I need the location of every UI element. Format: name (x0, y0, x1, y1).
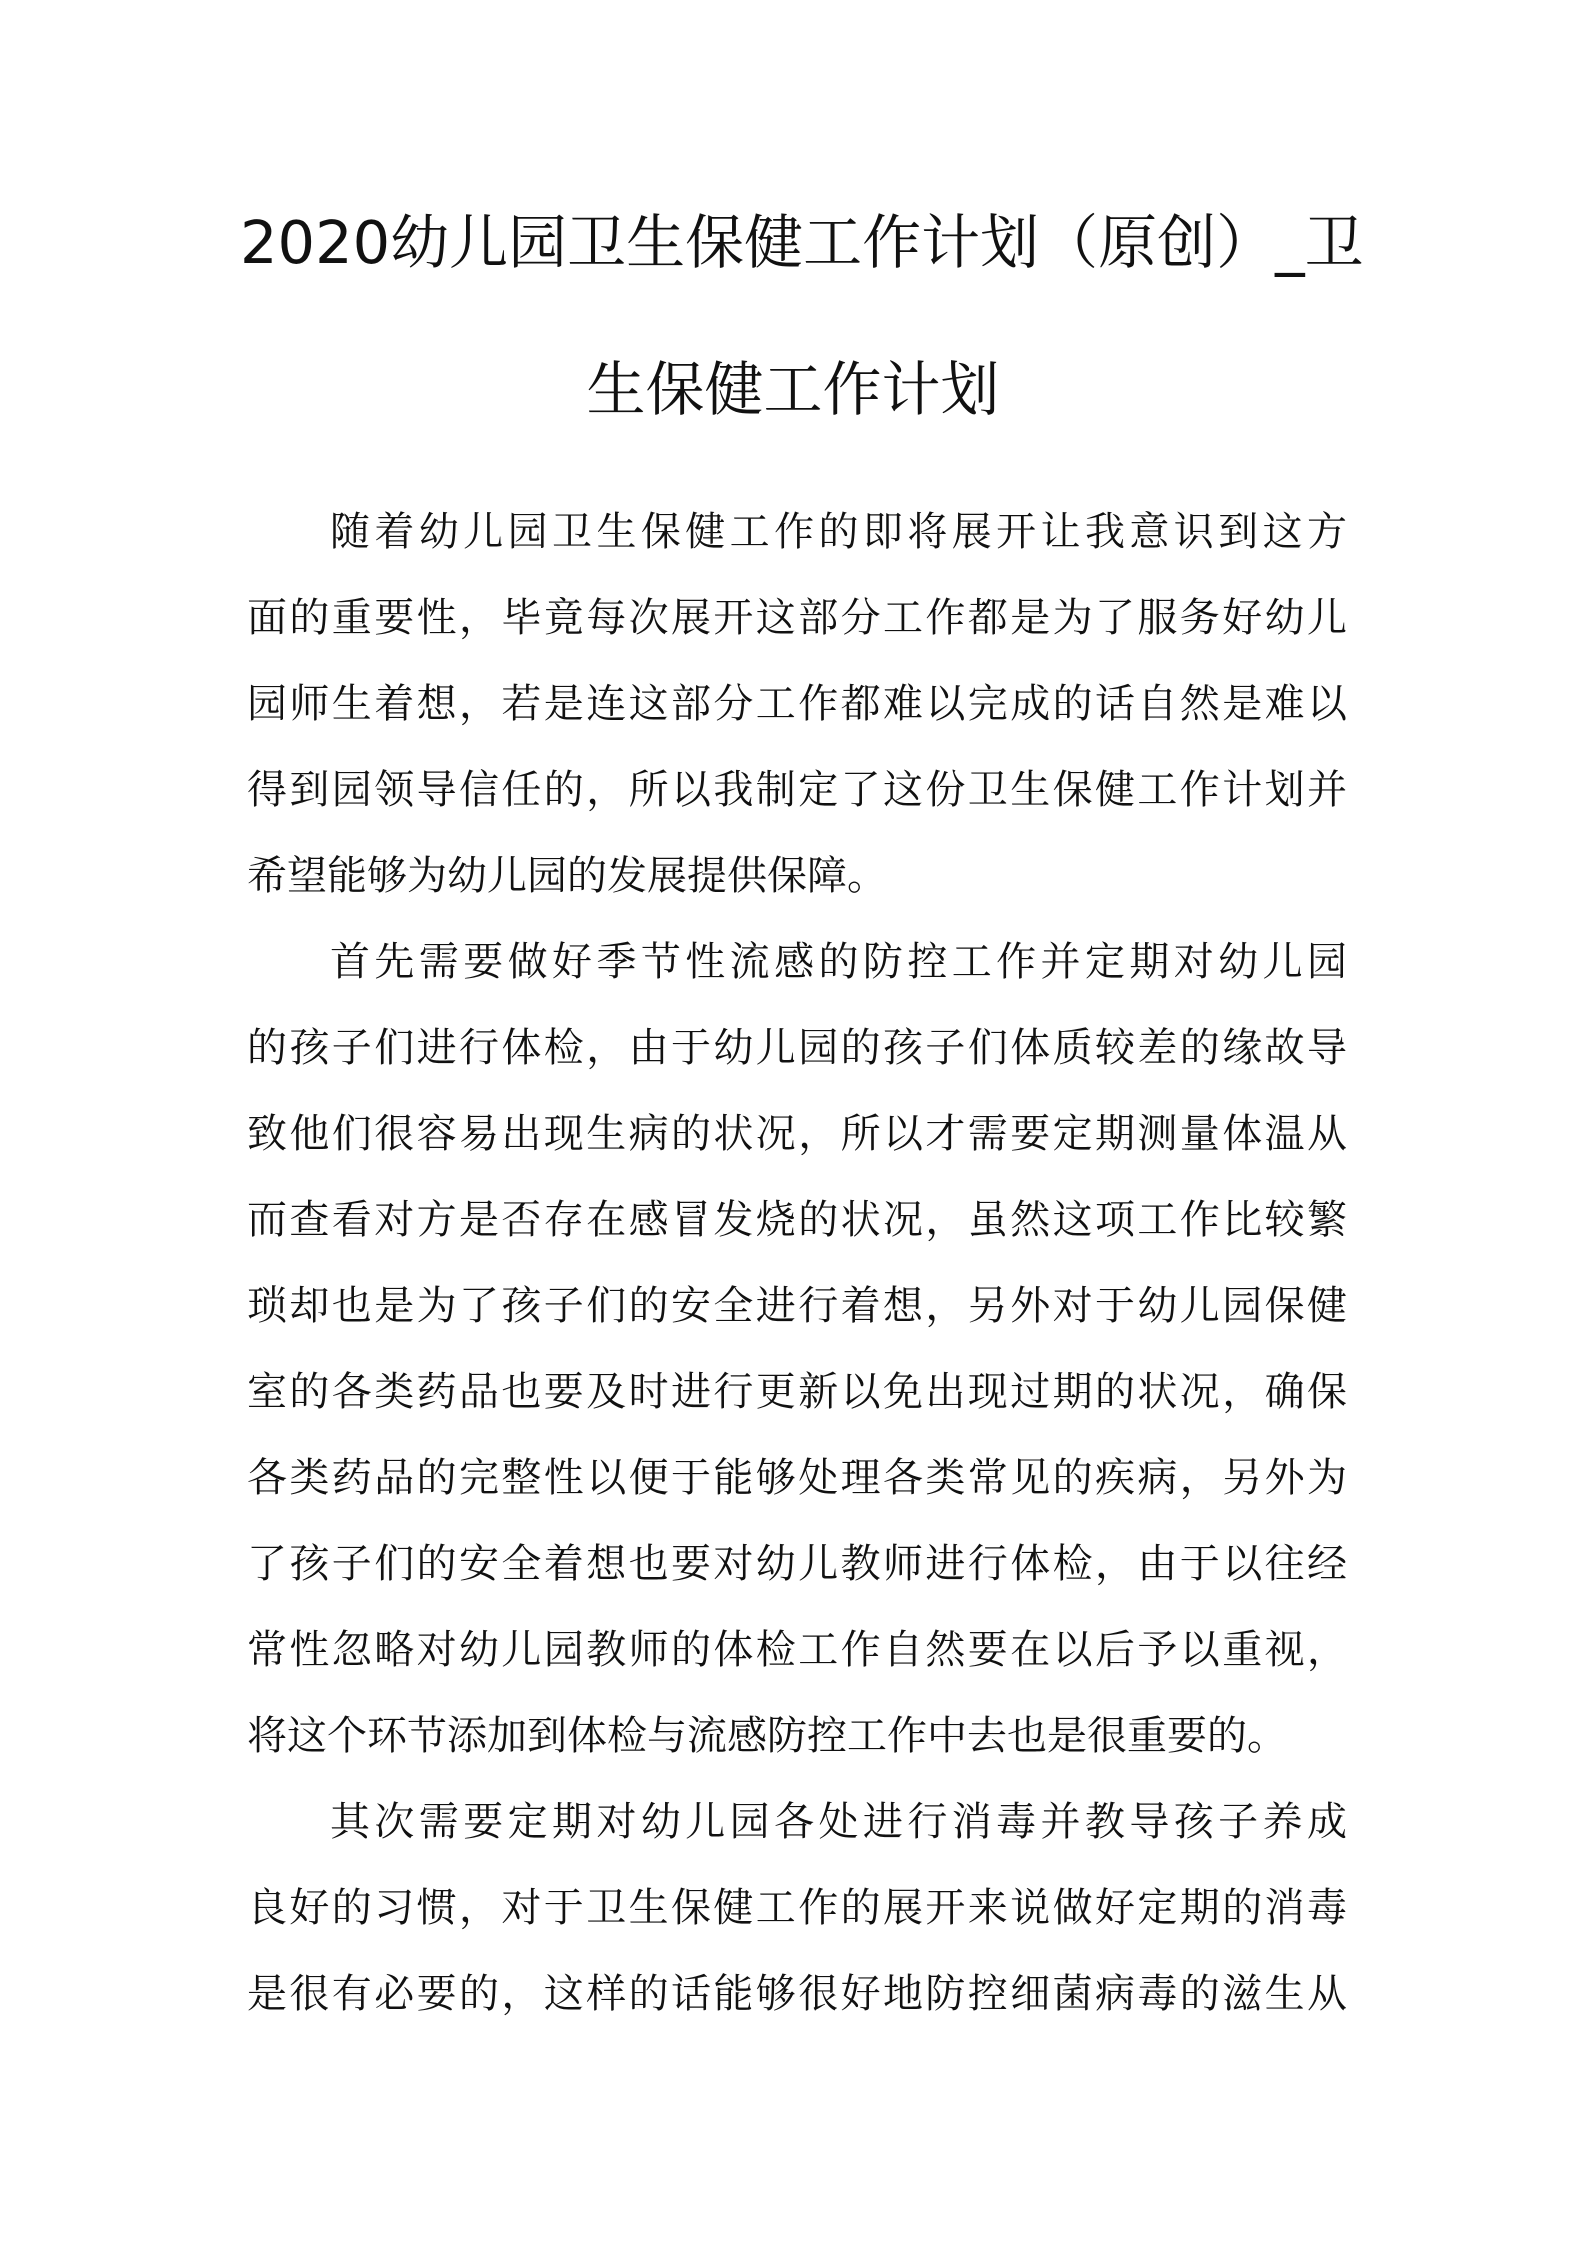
paragraph-line: 致他们很容易出现生病的状况，所以才需要定期测量体温从 (247, 1111, 1347, 1157)
paragraph-line: 常性忽略对幼儿园教师的体检工作自然要在以后予以重视， (247, 1627, 1347, 1673)
paragraph-line: 室的各类药品也要及时进行更新以免出现过期的状况，确保 (247, 1369, 1347, 1415)
document-title-line-2: 生保健工作计划 (586, 355, 1000, 424)
document-title-line-1: 2020幼儿园卫生保健工作计划（原创）_卫 (240, 208, 1364, 277)
paragraph-line: 琐却也是为了孩子们的安全进行着想，另外对于幼儿园保健 (247, 1283, 1347, 1329)
paragraph-line: 了孩子们的安全着想也要对幼儿教师进行体检，由于以往经 (247, 1541, 1347, 1587)
paragraph-line: 各类药品的完整性以便于能够处理各类常见的疾病，另外为 (247, 1455, 1347, 1501)
paragraph-line: 园师生着想，若是连这部分工作都难以完成的话自然是难以 (247, 681, 1347, 727)
paragraph-line: 良好的习惯，对于卫生保健工作的展开来说做好定期的消毒 (247, 1885, 1347, 1931)
paragraph-line: 面的重要性，毕竟每次展开这部分工作都是为了服务好幼儿 (247, 595, 1347, 641)
paragraph-line: 希望能够为幼儿园的发展提供保障。 (247, 853, 887, 899)
paragraph-line: 得到园领导信任的，所以我制定了这份卫生保健工作计划并 (247, 767, 1347, 813)
paragraph-line: 首先需要做好季节性流感的防控工作并定期对幼儿园 (330, 939, 1347, 985)
paragraph-line: 其次需要定期对幼儿园各处进行消毒并教导孩子养成 (330, 1799, 1347, 1845)
paragraph-line: 而查看对方是否存在感冒发烧的状况，虽然这项工作比较繁 (247, 1197, 1347, 1243)
paragraph-line: 将这个环节添加到体检与流感防控工作中去也是很重要的。 (247, 1713, 1287, 1759)
paragraph-line: 随着幼儿园卫生保健工作的即将展开让我意识到这方 (330, 509, 1347, 555)
paragraph-line: 的孩子们进行体检，由于幼儿园的孩子们体质较差的缘故导 (247, 1025, 1347, 1071)
paragraph-line: 是很有必要的，这样的话能够很好地防控细菌病毒的滋生从 (247, 1971, 1347, 2017)
